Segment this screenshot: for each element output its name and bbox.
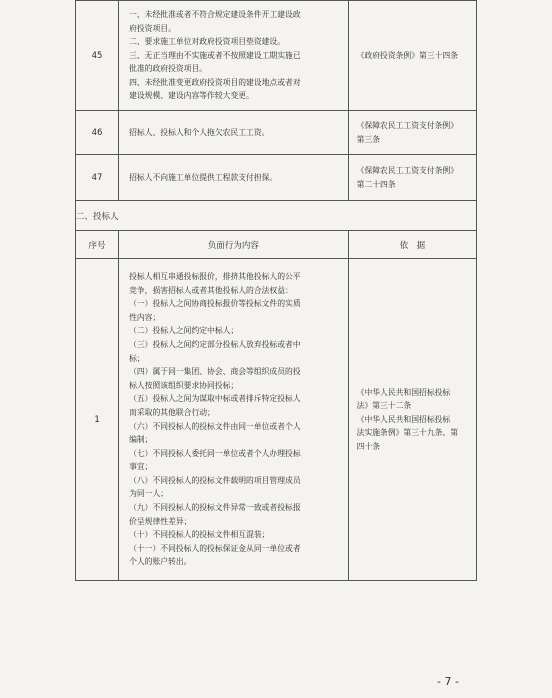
basis-line: 《政府投资条例》第三十四条 <box>356 50 459 60</box>
basis-line: 《中华人民共和国招标投标 <box>356 387 451 397</box>
regulation-table <box>75 0 477 581</box>
row-number: 47 <box>76 155 119 201</box>
behavior-cell <box>119 1 349 111</box>
behavior-line: 标人按照该组织要求协同投标； <box>129 380 239 390</box>
behavior-line: 个人的账户转出。 <box>129 557 192 567</box>
table-row <box>76 1 477 111</box>
behavior-line: （七）不同投标人委托同一单位或者个人办理投标 <box>129 448 301 458</box>
header-number: 序号 <box>76 231 119 259</box>
behavior-line: 编制； <box>129 435 153 445</box>
row-number: 1 <box>76 259 119 581</box>
basis-line: 第三条 <box>356 134 381 144</box>
basis-line: 法实施条例》第三十九条、第 <box>356 428 459 438</box>
behavior-line: 事宜； <box>129 462 153 472</box>
basis-cell <box>348 155 476 201</box>
basis-cell <box>348 1 476 111</box>
behavior-cell <box>119 111 349 155</box>
behavior-line: （一）投标人之间协商投标报价等投标文件的实质 <box>129 299 301 309</box>
behavior-line: （五）投标人之间为谋取中标或者排斥特定投标人 <box>129 394 301 404</box>
basis-line: 《保障农民工工资支付条例》 <box>356 120 459 130</box>
behavior-line: （十）不同投标人的投标文件相互混装； <box>129 530 270 540</box>
behavior-line: （六）不同投标人的投标文件由同一单位或者个人 <box>129 421 301 431</box>
behavior-cell <box>119 155 349 201</box>
table-row <box>76 259 477 581</box>
behavior-line: 批准的政府投资项目。 <box>129 64 208 74</box>
behavior-line: 招标人不向施工单位提供工程款支付担保。 <box>129 172 278 182</box>
basis-line: 《保障农民工工资支付条例》 <box>356 165 459 175</box>
table-row <box>76 111 477 155</box>
header-behavior: 负面行为内容 <box>119 231 349 259</box>
behavior-line: 二、要求施工单位对政府投资项目垫资建设。 <box>129 37 286 47</box>
behavior-line: （二）投标人之间约定中标人； <box>129 326 239 336</box>
behavior-line: （十一）不同投标人的投标保证金从同一单位或者 <box>129 543 301 553</box>
behavior-line: 府投资项目。 <box>129 23 176 33</box>
behavior-line: 而采取的其他联合行动； <box>129 407 215 417</box>
behavior-line: 竞争，损害招标人或者其他投标人的合法权益： <box>129 285 293 295</box>
behavior-line: （九）不同投标人的投标文件异常一致或者投标报 <box>129 503 301 513</box>
behavior-line: 价呈规律性差异； <box>129 516 192 526</box>
header-row <box>76 231 477 259</box>
behavior-line: 三、无正当理由不实施或者不按照建设工期实施已 <box>129 50 301 60</box>
behavior-line: 一、未经批准或者不符合规定建设条件开工建设政 <box>129 9 301 19</box>
row-number: 46 <box>76 111 119 155</box>
section-row <box>76 201 477 231</box>
behavior-line: （八）不同投标人的投标文件载明的项目管理成员 <box>129 475 301 485</box>
behavior-line: （三）投标人之间约定部分投标人放弃投标或者中 <box>129 339 301 349</box>
basis-cell <box>348 259 476 581</box>
behavior-line: 为同一人； <box>129 489 169 499</box>
behavior-line: 投标人相互串通投标报价，排挤其他投标人的公平 <box>129 271 301 281</box>
row-number: 45 <box>76 1 119 111</box>
basis-line: 法》第三十二条 <box>356 401 412 411</box>
section-title: 二、投标人 <box>76 201 477 231</box>
behavior-line: 招标人、投标人和个人拖欠农民工工资。 <box>129 127 270 137</box>
basis-line: 《中华人民共和国招标投标 <box>356 414 451 424</box>
basis-line: 四十条 <box>356 441 381 451</box>
basis-cell <box>348 111 476 155</box>
behavior-line: 性内容； <box>129 312 161 322</box>
behavior-line: 四、未经批准变更政府投资项目的建设地点或者对 <box>129 77 301 87</box>
behavior-line: 建设规模、建设内容等作较大变更。 <box>129 91 254 101</box>
behavior-cell <box>119 259 349 581</box>
header-basis: 依 据 <box>348 231 476 259</box>
page-number: - 7 - <box>437 675 459 688</box>
behavior-line: 标； <box>129 353 145 363</box>
behavior-line: （四）属于同一集团、协会、商会等组织成员的投 <box>129 367 301 377</box>
basis-line: 第二十四条 <box>356 179 396 189</box>
table-row <box>76 155 477 201</box>
